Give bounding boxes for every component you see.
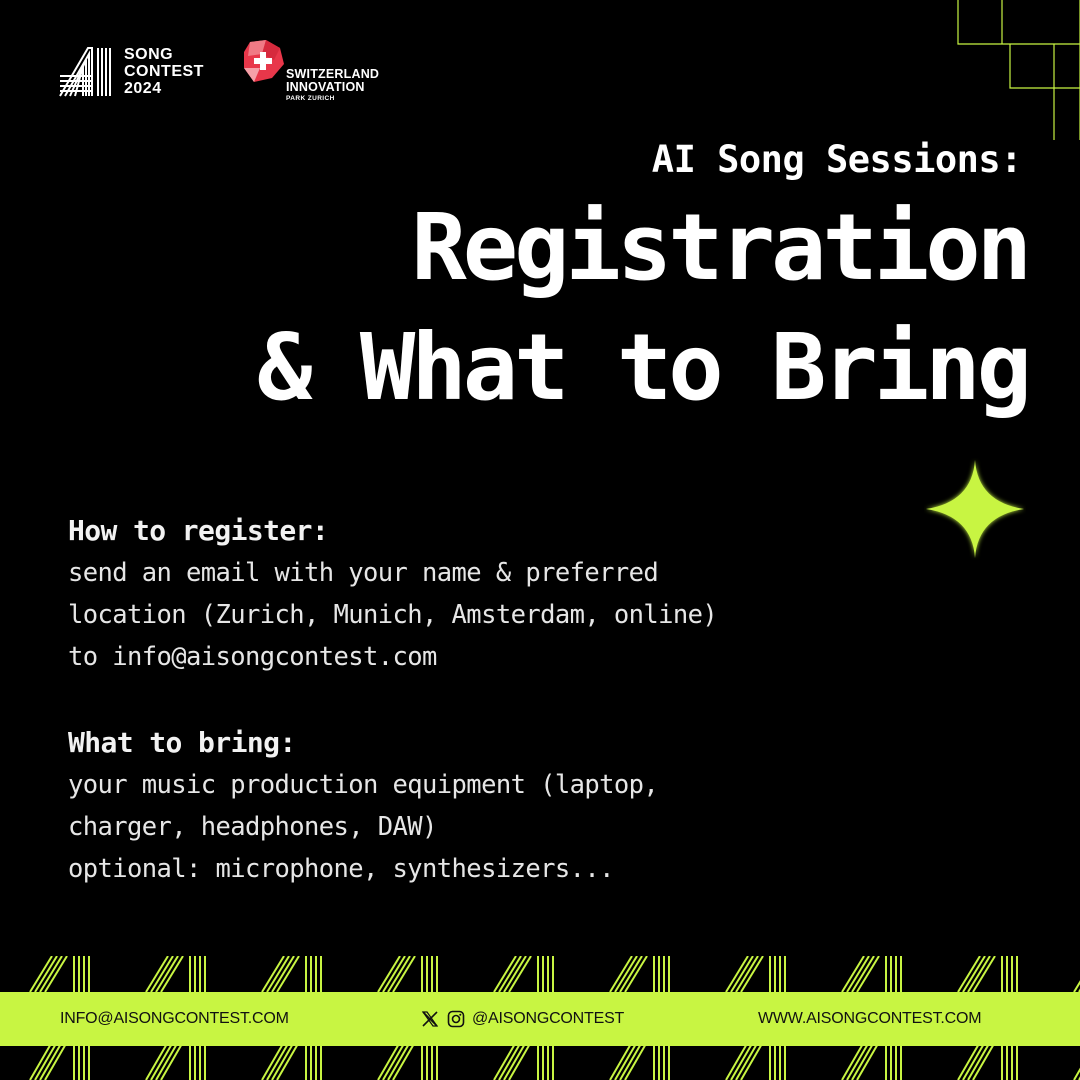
ai-song-contest-logo bbox=[58, 46, 238, 100]
bring-line: charger, headphones, DAW) bbox=[68, 812, 437, 842]
grid-lines-decoration bbox=[950, 0, 1080, 140]
footer-bar bbox=[0, 992, 1080, 1046]
ai-pattern-motifs bbox=[30, 956, 1080, 992]
bring-section bbox=[68, 722, 658, 890]
footer-email-link[interactable]: INFO@AISONGCONTEST.COM bbox=[60, 1010, 289, 1027]
switzerland-innovation-logo bbox=[240, 38, 400, 108]
register-section bbox=[68, 510, 717, 678]
sip-logo-text: SWITZERLAND INNOVATION PARK ZURICH bbox=[286, 67, 380, 102]
ai-logo-mark-icon bbox=[58, 46, 120, 98]
footer-social[interactable] bbox=[420, 992, 624, 1046]
ai-pattern-motifs bbox=[30, 1042, 1080, 1080]
register-line: send an email with your name & preferred bbox=[68, 558, 659, 588]
footer-website-link[interactable]: WWW.AISONGCONTEST.COM bbox=[758, 1010, 982, 1027]
bring-heading: What to bring: bbox=[68, 726, 296, 759]
ai-logo-text: SONG CONTEST 2024 bbox=[124, 46, 204, 97]
register-line: to info@aisongcontest.com bbox=[68, 642, 437, 672]
headline-title-line1: Registration bbox=[411, 194, 1028, 301]
headline-title bbox=[257, 188, 1028, 428]
register-line: location (Zurich, Munich, Amsterdam, online) bbox=[68, 600, 718, 630]
x-icon[interactable] bbox=[420, 1009, 440, 1029]
instagram-icon[interactable] bbox=[446, 1009, 466, 1029]
logo-pattern-top bbox=[0, 956, 1080, 992]
logo-pattern-bottom bbox=[0, 1042, 1080, 1080]
register-heading: How to register: bbox=[68, 514, 329, 547]
footer-handle[interactable]: @AISONGCONTEST bbox=[472, 1010, 625, 1027]
bring-line: your music production equipment (laptop, bbox=[68, 770, 659, 800]
bring-line: optional: microphone, synthesizers... bbox=[68, 854, 614, 884]
headline-title-line2: & What to Bring bbox=[257, 314, 1028, 421]
swiss-cross-icon bbox=[240, 38, 290, 84]
headline-subtitle: AI Song Sessions: bbox=[651, 138, 1022, 181]
sparkle-icon bbox=[924, 458, 1026, 560]
